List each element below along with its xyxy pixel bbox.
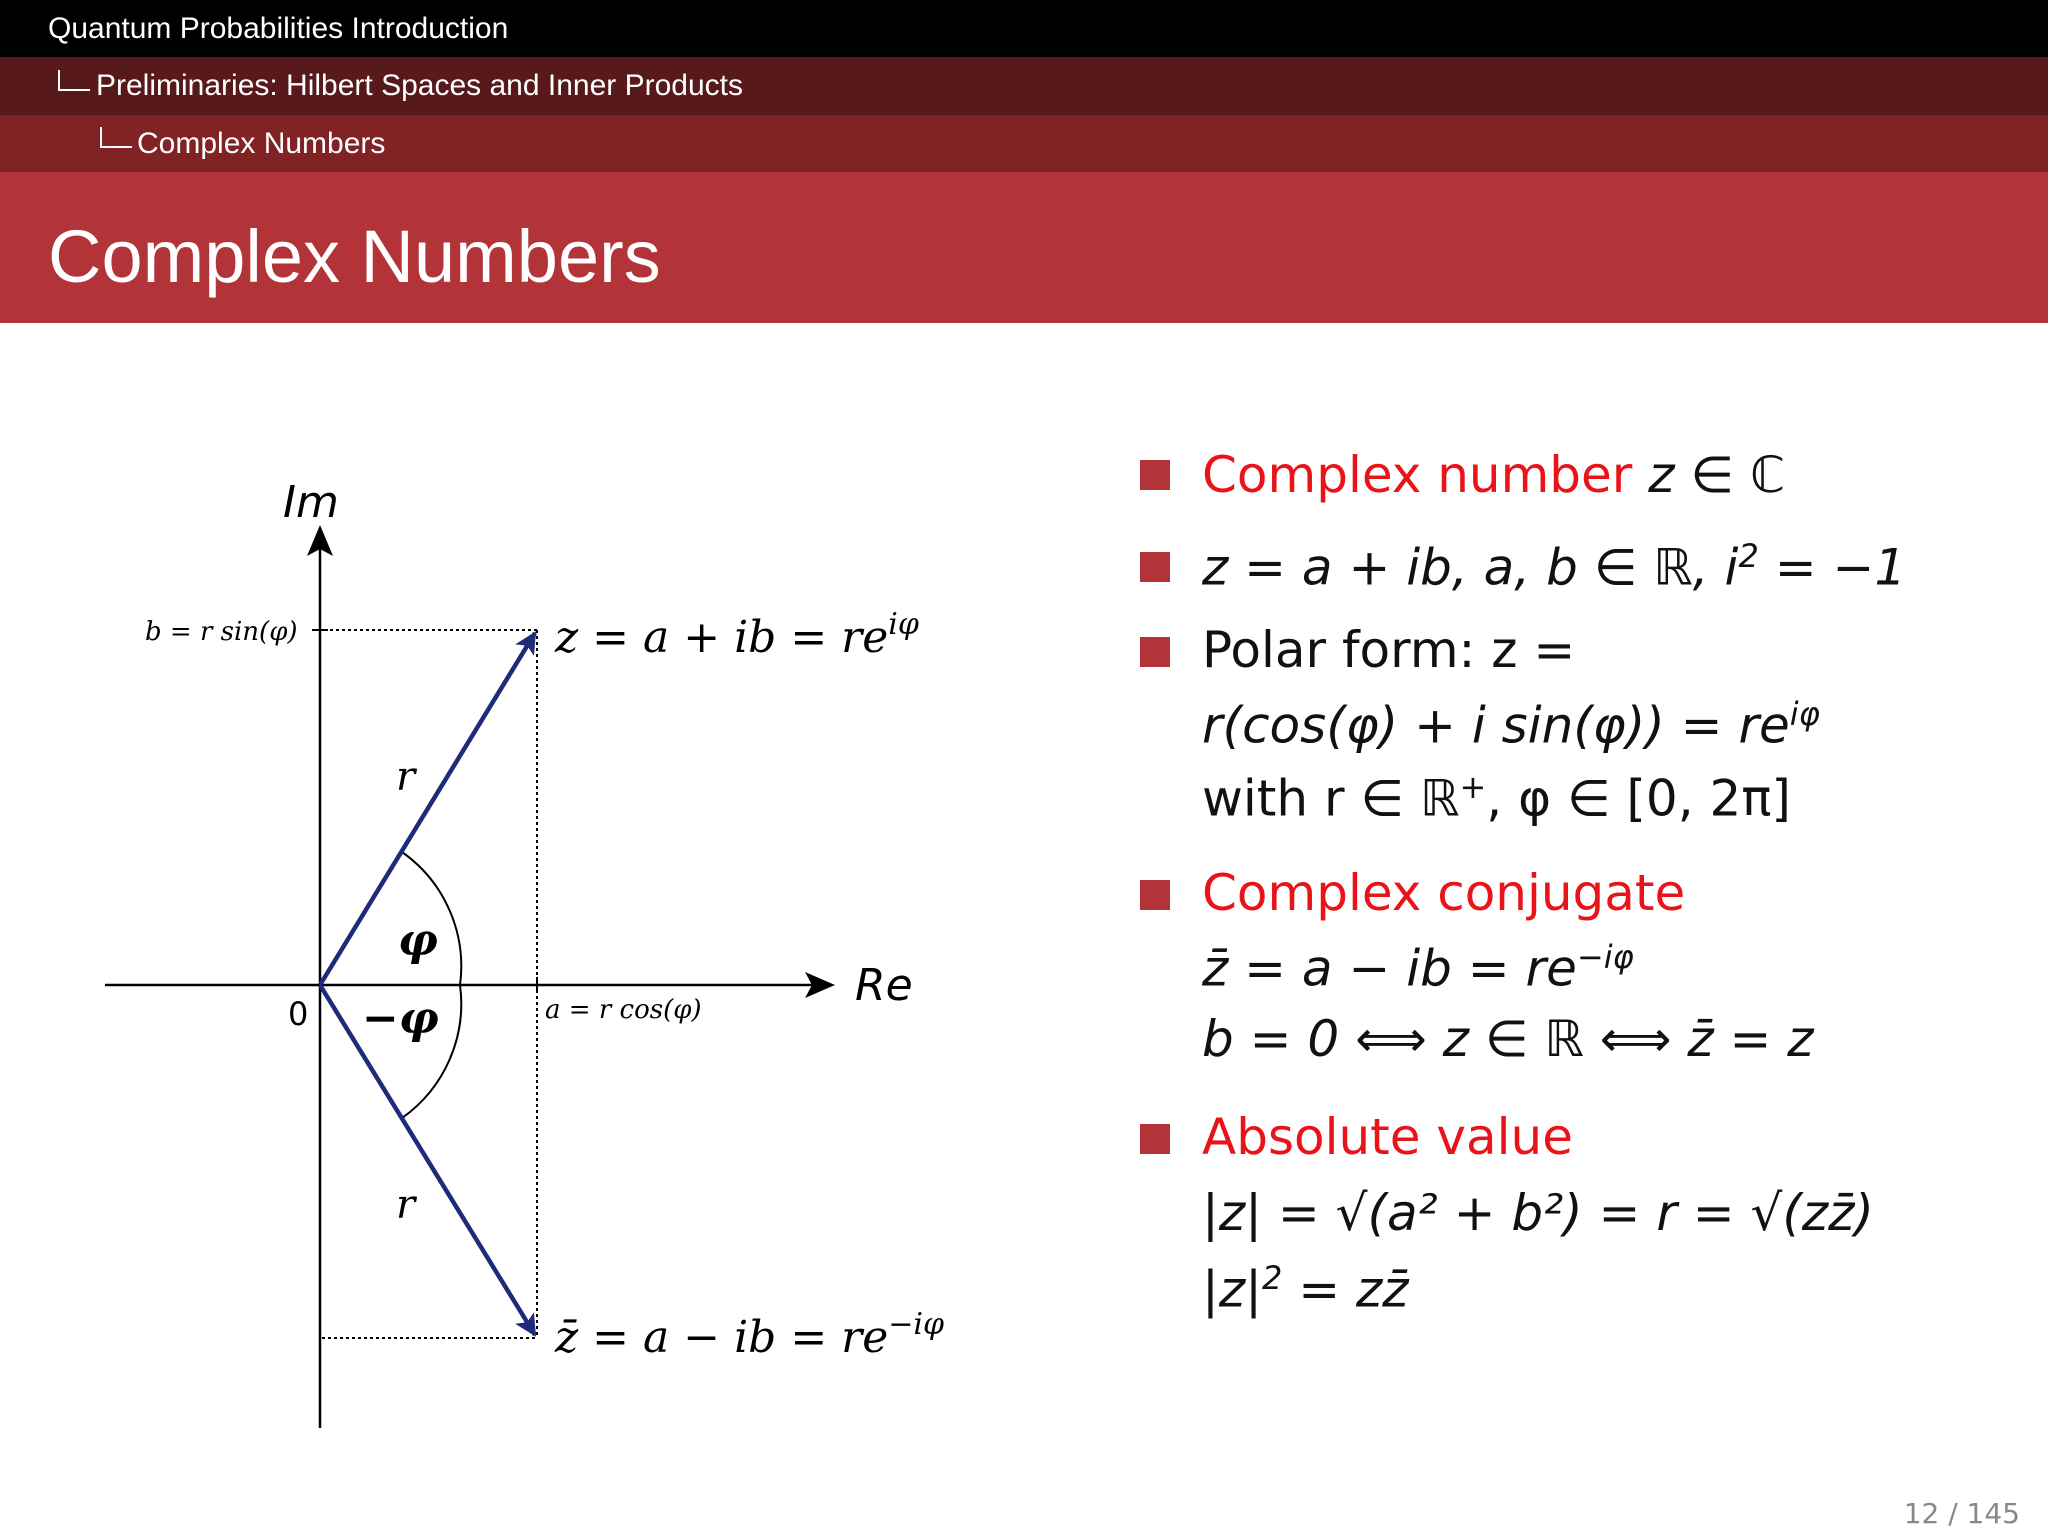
polar-line-2 [1202,695,1820,755]
page-number: 12 / 145 [1903,1497,2020,1530]
polar-line-3 [1202,768,1791,828]
absolute-line-3-tail: = zz̄ [1282,1260,1409,1319]
breadcrumb-level-2 [0,57,2048,115]
breadcrumb-level-2-text: Preliminaries: Hilbert Spaces and Inner Products [96,69,743,102]
z-label-main: z = a + ib = re [555,612,889,663]
bullet-square-icon [1140,552,1170,582]
polar-line-2-text: r(cos(φ) + i sin(φ)) = re [1202,696,1790,755]
definition-text: z = a + ib, a, b ∈ ℝ, i [1202,538,1739,597]
polar-line-3-sup: + [1459,768,1487,806]
z-label-sup: iφ [888,607,919,642]
definition-sup: 2 [1738,537,1759,575]
polar-line-3b: , φ ∈ [0, 2π] [1486,769,1791,828]
breadcrumb-level-3 [0,115,2048,172]
conjugate-line-3: b = 0 ⟺ z ∈ ℝ ⟺ z̄ = z [1202,1010,1814,1068]
bullet-text [1202,537,1907,597]
origin-label: 0 [288,995,309,1033]
r-upper-label: r [396,754,416,800]
zbar-label [554,1307,944,1363]
breadcrumb-level-1-text: Quantum Probabilities Introduction [48,12,509,45]
tree-connector-icon [100,127,132,148]
definition-tail: = −1 [1758,538,1907,597]
im-axis-label: Im [283,477,339,528]
re-axis-label: Re [855,960,913,1011]
polar-line-3a: with r ∈ ℝ [1202,769,1460,828]
breadcrumb-level-3-text: Complex Numbers [137,127,386,160]
r-lower-label: r [396,1182,416,1228]
absolute-line-2: |z| = √(a² + b²) = r = √(zz̄) [1202,1184,1874,1242]
z-label [554,607,919,663]
polar-line-1: Polar form: z = [1202,621,1576,679]
polar-line-2-sup: iφ [1789,695,1820,733]
page-title: Complex Numbers [48,215,661,298]
bullet-text [1202,446,1785,504]
absolute-line-3-sup: 2 [1261,1259,1283,1297]
conjugate-line-2-sup: −iφ [1576,938,1634,976]
bullet-square-icon [1140,460,1170,490]
bullet-square-icon [1140,637,1170,667]
absolute-line-3-text: |z| [1202,1260,1262,1319]
bullet-square-icon [1140,1124,1170,1154]
breadcrumb-level-1 [0,0,2048,57]
term-complex-conjugate: Complex conjugate [1202,864,1686,922]
term-complex-number: Complex number [1202,446,1633,504]
complex-plane-diagram [0,323,1100,1463]
tree-connector-icon [58,70,90,91]
b-label: b = r sin(φ) [145,617,298,647]
conjugate-line-2 [1202,938,1634,998]
phi-label: φ [398,915,438,966]
title-bar [0,172,2048,323]
conjugate-line-2-text: z̄ = a − ib = re [1202,939,1577,998]
expr-complex-number: z ∈ ℂ [1632,446,1785,504]
absolute-line-3 [1202,1259,1409,1319]
term-absolute-value: Absolute value [1202,1108,1573,1166]
a-label: a = r cos(φ) [545,995,702,1025]
zbar-label-sup: −iφ [888,1307,944,1342]
zbar-label-main: z̄ = a − ib = re [555,1312,889,1363]
neg-phi-label: −φ [362,993,439,1044]
bullet-square-icon [1140,880,1170,910]
